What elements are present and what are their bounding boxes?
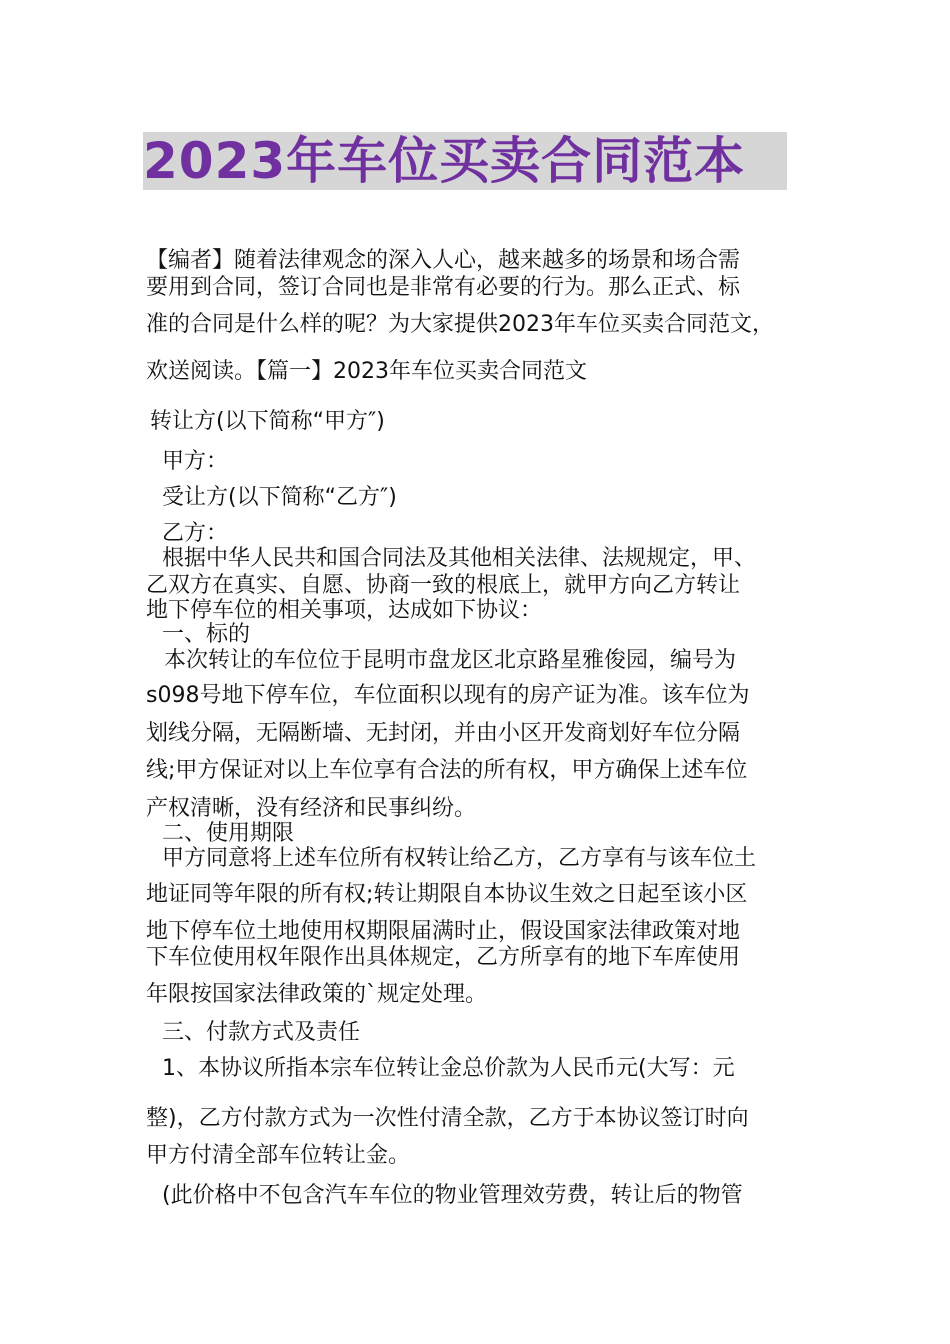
body-line: 欢送阅读。【篇一】2023年车位买卖合同范文 — [146, 359, 587, 384]
body-line: 甲方同意将上述车位所有权转让给乙方，乙方享有与该车位土 — [162, 846, 757, 871]
body-line: 乙双方在真实、自愿、协商一致的根底上，就甲方向乙方转让 — [146, 573, 741, 598]
body-line: 划线分隔，无隔断墙、无封闭，并由小区开发商划好车位分隔 — [146, 721, 741, 746]
body-line: 根据中华人民共和国合同法及其他相关法律、法规规定，甲、 — [162, 546, 757, 571]
body-line: 甲方： — [162, 449, 229, 474]
body-line: 1、本协议所指本宗车位转让金总价款为人民币元(大写：元 — [162, 1056, 735, 1081]
body-line: 地下停车位的相关事项，达成如下协议： — [146, 598, 543, 623]
body-line: 受让方(以下简称“乙方″) — [162, 485, 397, 510]
section-heading: 一、标的 — [162, 622, 251, 647]
section-heading: 二、使用期限 — [162, 821, 295, 846]
body-line: 下车位使用权年限作出具体规定，乙方所享有的地下车库使用 — [146, 945, 741, 970]
document-title: 2023年车位买卖合同范本 — [143, 132, 746, 190]
body-line: 【编者】随着法律观念的深入人心，越来越多的场景和场合需 — [146, 248, 741, 273]
title-highlight — [143, 132, 787, 190]
body-line: 线;甲方保证对以上车位享有合法的所有权，甲方确保上述车位 — [146, 758, 748, 783]
body-line: 准的合同是什么样的呢？为大家提供2023年车位买卖合同范文， — [146, 312, 774, 337]
section-heading: 三、付款方式及责任 — [162, 1020, 361, 1045]
body-line: 整)，乙方付款方式为一次性付清全款，乙方于本协议签订时向 — [146, 1106, 749, 1131]
body-line: 要用到合同，签订合同也是非常有必要的行为。那么正式、标 — [146, 275, 741, 300]
body-line: 产权清晰，没有经济和民事纠纷。 — [146, 796, 477, 821]
body-line: 甲方付清全部车位转让金。 — [146, 1143, 411, 1168]
body-line: (此价格中不包含汽车车位的物业管理效劳费，转让后的物管 — [162, 1183, 743, 1208]
body-line: 本次转让的车位位于昆明市盘龙区北京路星雅俊园，编号为 — [164, 648, 737, 673]
body-line: 转让方(以下简称“甲方″) — [150, 409, 385, 434]
body-line: 地证同等年限的所有权;转让期限自本协议生效之日起至该小区 — [146, 882, 748, 907]
body-line: 年限按国家法律政策的`规定处理。 — [146, 982, 488, 1007]
body-line: s098号地下停车位，车位面积以现有的房产证为准。该车位为 — [146, 683, 750, 708]
body-line: 地下停车位土地使用权期限届满时止，假设国家法律政策对地 — [146, 919, 741, 944]
body-line: 乙方： — [162, 521, 229, 546]
